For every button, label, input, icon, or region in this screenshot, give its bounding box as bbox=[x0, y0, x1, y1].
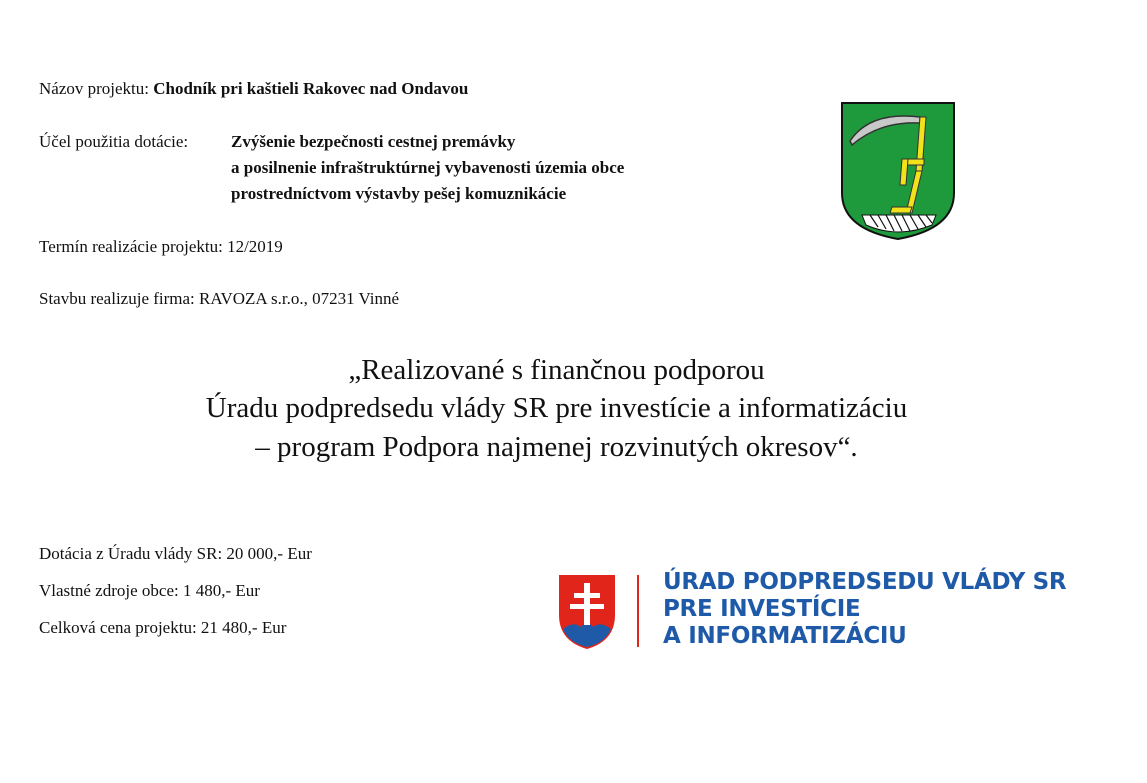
gov-office-name bbox=[663, 569, 1066, 650]
funding-total: Celková cena projektu: 21 480,- Eur bbox=[39, 618, 287, 637]
project-name-label: Názov projektu: bbox=[39, 79, 149, 98]
purpose-line-3: prostredníctvom výstavby pešej komuznikácie bbox=[231, 184, 567, 203]
gov-office-line-1: ÚRAD PODPREDSEDU VLÁDY SR bbox=[663, 569, 1067, 595]
quote-line-2: Úradu podpredsedu vlády SR pre investície a informatizáciu bbox=[205, 392, 908, 424]
village-coat-of-arms bbox=[840, 101, 956, 241]
purpose-label: Účel použitia dotácie: bbox=[39, 132, 189, 151]
quote-line-1: „Realizované s finančnou podporou bbox=[348, 354, 765, 386]
project-name bbox=[39, 79, 468, 99]
funding-own: Vlastné zdroje obce: 1 480,- Eur bbox=[39, 581, 260, 600]
gov-office-line-3: A INFORMATIZÁCIU bbox=[663, 623, 907, 649]
project-name-value: Chodník pri kaštieli Rakovec nad Ondavou bbox=[153, 79, 469, 98]
gov-office-line-2: PRE INVESTÍCIE bbox=[663, 596, 861, 622]
purpose-line-1: Zvýšenie bezpečnosti cestnej premávky bbox=[231, 132, 516, 151]
quote-line-3: – program Podpora najmenej rozvinutých okresov“. bbox=[255, 431, 858, 463]
purpose-line-2: a posilnenie infraštruktúrnej vybavenosti územia obce bbox=[231, 158, 625, 177]
project-term: Termín realizácie projektu: 12/2019 bbox=[39, 237, 283, 256]
funding-grant: Dotácia z Úradu vlády SR: 20 000,- Eur bbox=[39, 544, 312, 563]
project-builder: Stavbu realizuje firma: RAVOZA s.r.o., 07231 Vinné bbox=[39, 289, 400, 308]
